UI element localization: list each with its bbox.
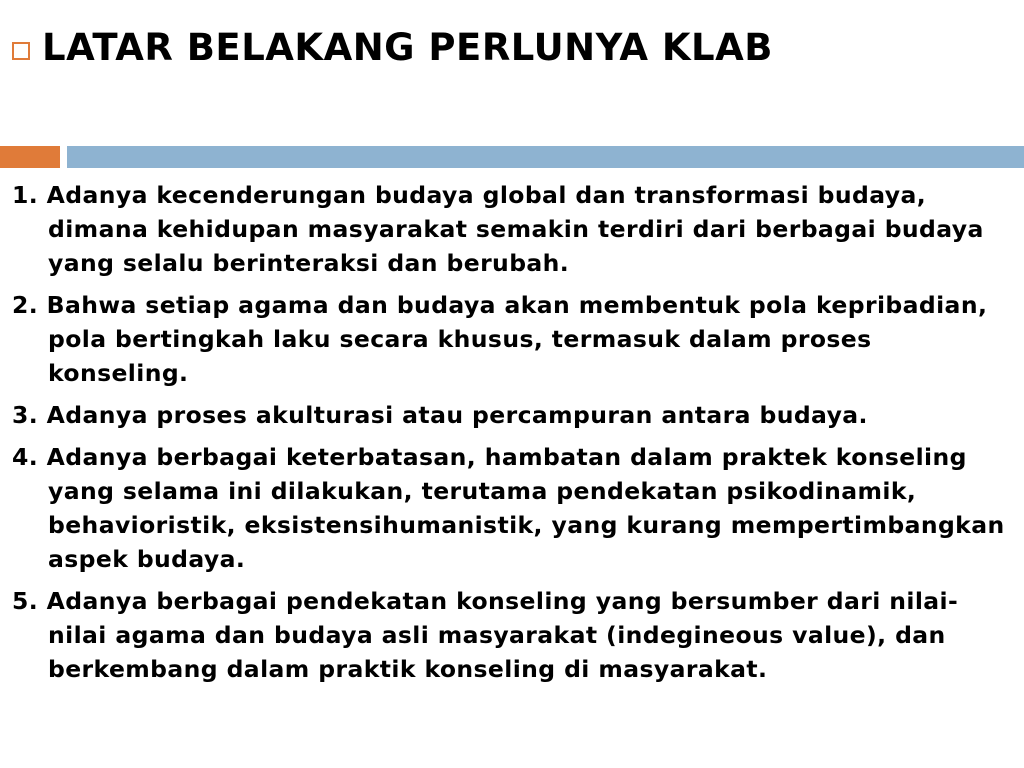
title-row (12, 26, 773, 69)
list-item-5: 5. Adanya berbagai pendekatan konseling yang bersumber dari nilai-nilai agama dan budaya asli masyarakat (indegineous value), dan berkembang dalam praktik konseling di masyarakat. (12, 587, 959, 683)
hollow-square-bullet-icon (12, 42, 30, 60)
list-item-2: 2. Bahwa setiap agama dan budaya akan membentuk pola kepribadian, pola bertingkah laku secara khusus, termasuk dalam proses konseling. (12, 291, 988, 387)
list-item-1: 1. Adanya kecenderungan budaya global dan transformasi budaya, dimana kehidupan masyarakat semakin terdiri dari berbagai budaya yang selalu berinteraksi dan berubah. (12, 181, 984, 277)
accent-bar-blue (67, 146, 1024, 168)
list-item-4: 4. Adanya berbagai keterbatasan, hambatan dalam praktek konseling yang selama ini dilakukan, terutama pendekatan psikodinamik, behavioristik, eksistensihumanistik, yang kurang mempertimbangkan aspek budaya. (12, 443, 1005, 573)
slide-title: LATAR BELAKANG PERLUNYA KLAB (42, 26, 773, 69)
list-item-3: 3. Adanya proses akulturasi atau percampuran antara budaya. (12, 401, 868, 429)
accent-bar-orange (0, 146, 60, 168)
point-list (12, 178, 1016, 694)
